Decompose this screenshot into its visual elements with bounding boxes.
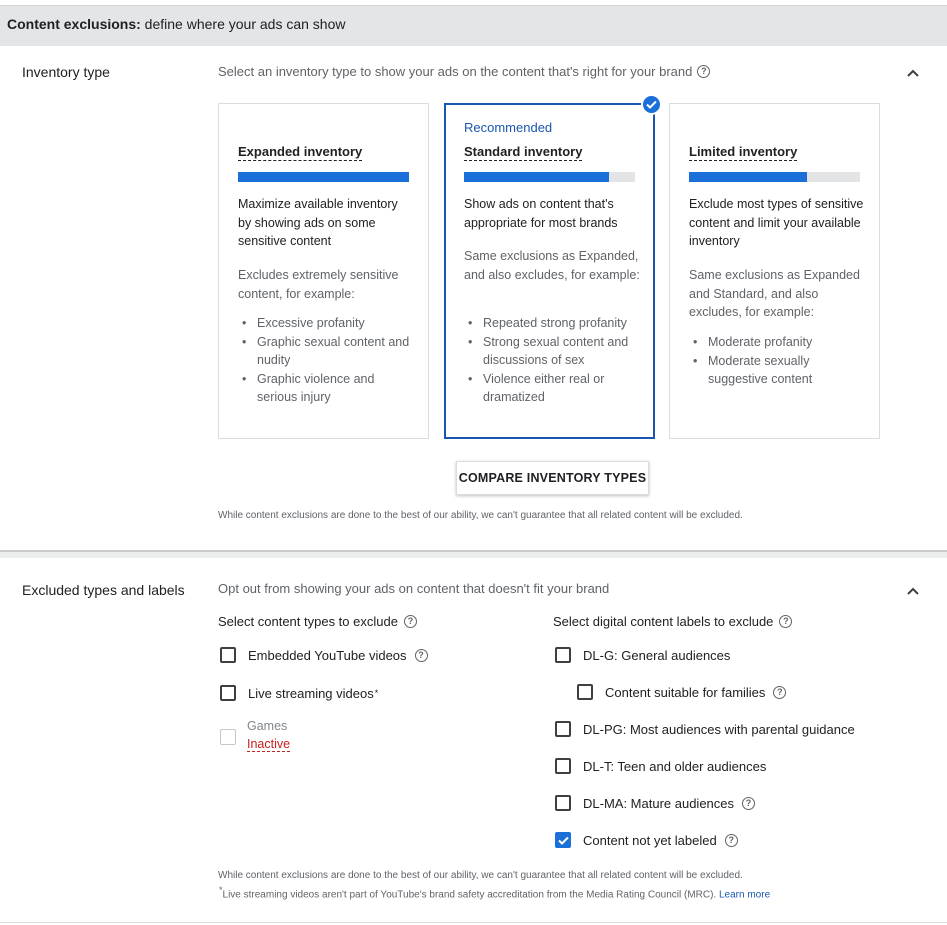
content-labels-heading	[553, 614, 792, 629]
card-sub-text: Excludes extremely sensitive content, for example:	[238, 268, 399, 301]
list-item: • Moderate sexually suggestive content	[689, 352, 869, 389]
learn-more-link[interactable]: Learn more	[719, 889, 771, 901]
dl-pg-checkbox[interactable]	[555, 721, 855, 737]
list-item: • Violence either real or dramatized	[464, 370, 644, 407]
check-icon	[558, 836, 569, 845]
excluded-types-description: Opt out from showing your ads on content that doesn't fit your brand	[218, 581, 610, 596]
excluded-types-label: Excluded types and labels	[22, 582, 185, 598]
content-labels-heading-text: Select digital content labels to exclude	[553, 614, 774, 629]
checkbox-label: DL-MA: Mature audiences	[583, 795, 735, 811]
list-item: • Moderate profanity	[689, 333, 869, 352]
bottom-divider	[0, 922, 947, 923]
dl-g-checkbox[interactable]	[555, 647, 730, 663]
page-title-bold: Content exclusions:	[7, 16, 141, 32]
card-title: Limited inventory	[689, 144, 798, 159]
inventory-level-fill	[464, 172, 609, 182]
list-item: • Excessive profanity	[238, 314, 418, 333]
help-circle-icon[interactable]: ?	[415, 649, 428, 662]
card-examples-list	[464, 314, 644, 407]
checkbox-disabled	[220, 729, 236, 745]
list-item: • Graphic sexual content and nudity	[238, 333, 418, 370]
checkbox-label: Embedded YouTube videos	[248, 647, 407, 663]
compare-inventory-types-button[interactable]: COMPARE INVENTORY TYPES	[456, 461, 649, 495]
help-circle-icon[interactable]: ?	[779, 615, 792, 628]
checkbox[interactable]	[555, 795, 571, 811]
embedded-youtube-videos-checkbox[interactable]	[220, 647, 428, 663]
list-item: • Repeated strong profanity	[464, 314, 644, 333]
inventory-level-fill	[238, 172, 409, 182]
footnote-mark: *	[219, 885, 223, 895]
inventory-card-limited[interactable]	[669, 103, 880, 439]
list-item: • Graphic violence and serious injury	[238, 370, 418, 407]
card-recommended-label: Recommended	[464, 120, 553, 135]
checkbox[interactable]	[555, 647, 571, 663]
help-circle-icon[interactable]: ?	[725, 834, 738, 847]
checkbox-label: DL-PG: Most audiences with parental guidance	[583, 721, 855, 737]
check-circle-icon	[641, 94, 662, 115]
inactive-status[interactable]: Inactive	[247, 737, 291, 751]
footnote	[218, 885, 770, 900]
checkbox-label: Live streaming videos	[248, 685, 374, 701]
card-main-text: Show ads on content that's appropriate for most brands	[464, 197, 618, 230]
checkbox[interactable]	[555, 758, 571, 774]
help-circle-icon[interactable]: ?	[742, 797, 755, 810]
card-main-text: Maximize available inventory by showing ads on some sensitive content	[238, 197, 398, 248]
games-option	[247, 719, 290, 752]
page-title	[7, 16, 345, 32]
checkbox-label: Content not yet labeled	[583, 832, 717, 848]
checkbox-label: Content suitable for families	[605, 684, 766, 700]
page-header	[0, 5, 947, 46]
inventory-level-bar	[464, 172, 635, 182]
footnote-marker: *	[374, 688, 379, 698]
card-main-text: Exclude most types of sensitive content and limit your available inventory	[689, 197, 864, 248]
excluded-disclaimer: While content exclusions are done to the best of our ability, we can't guarantee that all related content will be excluded.	[218, 870, 743, 881]
inventory-disclaimer: While content exclusions are done to the best of our ability, we can't guarantee that all related content will be excluded.	[218, 510, 743, 521]
checkbox[interactable]	[577, 684, 593, 700]
help-circle-icon[interactable]: ?	[697, 65, 710, 78]
checkbox[interactable]	[220, 647, 236, 663]
games-label: Games	[247, 719, 288, 733]
help-circle-icon[interactable]: ?	[773, 686, 786, 699]
footnote-text: Live streaming videos aren't part of YouTube's brand safety accreditation from the Media Rating Council (MRC).	[222, 889, 717, 901]
families-checkbox[interactable]	[577, 684, 786, 700]
chevron-up-icon[interactable]	[903, 581, 923, 601]
checkbox-checked[interactable]	[555, 832, 571, 848]
card-examples-list	[689, 333, 869, 389]
inventory-level-fill	[689, 172, 807, 182]
list-item: • Strong sexual content and discussions of sex	[464, 333, 644, 370]
card-examples-list	[238, 314, 418, 407]
chevron-up-icon[interactable]	[903, 63, 923, 83]
checkbox[interactable]	[220, 685, 236, 701]
checkbox-label: DL-T: Teen and older audiences	[583, 758, 767, 774]
help-circle-icon[interactable]: ?	[404, 615, 417, 628]
dl-ma-checkbox[interactable]	[555, 795, 755, 811]
inventory-type-description	[218, 64, 710, 79]
card-title: Expanded inventory	[238, 144, 363, 159]
content-types-heading	[218, 614, 417, 629]
inventory-description-text: Select an inventory type to show your ads on the content that's right for your brand	[218, 64, 693, 79]
content-types-heading-text: Select content types to exclude	[218, 614, 398, 629]
section-divider-shadow	[0, 552, 947, 558]
not-yet-labeled-checkbox[interactable]	[555, 832, 738, 848]
games-checkbox	[220, 729, 248, 745]
inventory-level-bar	[689, 172, 860, 182]
checkbox[interactable]	[555, 721, 571, 737]
inventory-level-bar	[238, 172, 409, 182]
card-sub-text: Same exclusions as Expanded, and also excludes, for example:	[464, 249, 640, 282]
dl-t-checkbox[interactable]	[555, 758, 766, 774]
checkbox-label: DL-G: General audiences	[583, 647, 731, 663]
card-title: Standard inventory	[464, 144, 583, 159]
inventory-type-label: Inventory type	[22, 64, 110, 80]
inventory-card-standard[interactable]	[444, 103, 655, 439]
card-sub-text: Same exclusions as Expanded and Standard, and also excludes, for example:	[689, 268, 860, 319]
inventory-card-expanded[interactable]	[218, 103, 429, 439]
page-title-rest: define where your ads can show	[140, 16, 346, 32]
live-streaming-videos-checkbox[interactable]	[220, 685, 378, 701]
